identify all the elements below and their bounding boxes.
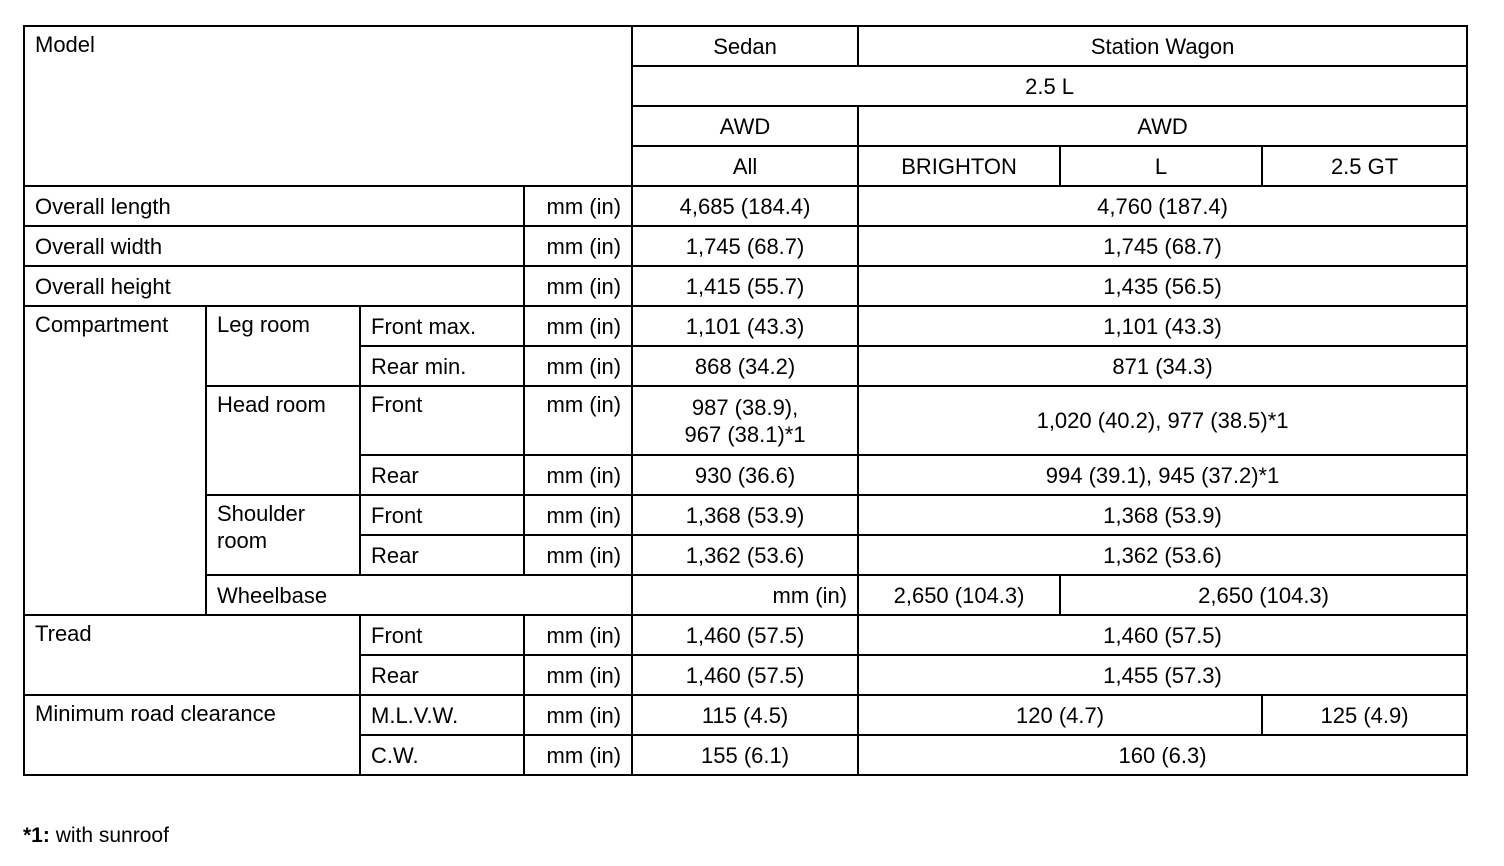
label-head-rear: Rear bbox=[360, 455, 524, 495]
value-wagon: 994 (39.1), 945 (37.2)*1 bbox=[858, 455, 1467, 495]
unit-cell: mm (in) bbox=[524, 346, 632, 386]
value-wagon: 4,760 (187.4) bbox=[858, 186, 1467, 226]
header-trim-gt: 2.5 GT bbox=[1262, 146, 1467, 186]
row-leg-front bbox=[24, 306, 1467, 346]
unit-cell: mm (in) bbox=[524, 535, 632, 575]
footnote-text: with sunroof bbox=[49, 824, 169, 847]
unit-cell: mm (in) bbox=[632, 575, 858, 615]
label-shoulder-rear: Rear bbox=[360, 535, 524, 575]
label-min-road-clearance: Minimum road clearance bbox=[24, 695, 360, 775]
row-overall-height bbox=[24, 266, 1467, 306]
footnote-marker: *1: bbox=[23, 824, 50, 847]
label-shoulder-line1: Shoulder bbox=[217, 501, 306, 526]
header-station-wagon: Station Wagon bbox=[858, 26, 1467, 66]
header-model: Model bbox=[24, 26, 632, 186]
label-tread-rear: Rear bbox=[360, 655, 524, 695]
header-trim-l: L bbox=[1060, 146, 1262, 186]
value-sedan-line1: 987 (38.9), bbox=[691, 394, 799, 420]
unit-cell: mm (in) bbox=[524, 226, 632, 266]
value-sedan: 1,362 (53.6) bbox=[632, 535, 858, 575]
header-row-body-type bbox=[24, 26, 1467, 66]
label-compartment: Compartment bbox=[24, 306, 206, 615]
label-overall-length: Overall length bbox=[24, 186, 524, 226]
unit-cell: mm (in) bbox=[524, 386, 632, 455]
label-leg-front: Front max. bbox=[360, 306, 524, 346]
label-cw: C.W. bbox=[360, 735, 524, 775]
unit-cell: mm (in) bbox=[524, 186, 632, 226]
row-overall-width bbox=[24, 226, 1467, 266]
label-leg-rear: Rear min. bbox=[360, 346, 524, 386]
label-wheelbase: Wheelbase bbox=[206, 575, 632, 615]
footnote bbox=[23, 824, 169, 848]
label-shoulder-line2: room bbox=[217, 528, 268, 553]
unit-cell: mm (in) bbox=[524, 735, 632, 775]
header-trim-brighton: BRIGHTON bbox=[858, 146, 1060, 186]
value-wagon-gt: 125 (4.9) bbox=[1262, 695, 1467, 735]
row-wheelbase bbox=[24, 575, 1467, 615]
value-sedan: 930 (36.6) bbox=[632, 455, 858, 495]
row-overall-length bbox=[24, 186, 1467, 226]
unit-cell: mm (in) bbox=[524, 266, 632, 306]
row-tread-front bbox=[24, 615, 1467, 655]
value-wagon: 1,362 (53.6) bbox=[858, 535, 1467, 575]
value-sedan: 1,460 (57.5) bbox=[632, 615, 858, 655]
value-wagon: 2,650 (104.3) bbox=[1060, 575, 1467, 615]
value-wagon: 1,435 (56.5) bbox=[858, 266, 1467, 306]
label-leg-room: Leg room bbox=[206, 306, 360, 386]
unit-cell: mm (in) bbox=[524, 455, 632, 495]
value-sedan: 155 (6.1) bbox=[632, 735, 858, 775]
value-wagon: 1,455 (57.3) bbox=[858, 655, 1467, 695]
value-sedan: 868 (34.2) bbox=[632, 346, 858, 386]
label-overall-height: Overall height bbox=[24, 266, 524, 306]
value-wagon: 1,745 (68.7) bbox=[858, 226, 1467, 266]
value-wagon-brighton-l: 120 (4.7) bbox=[858, 695, 1262, 735]
value-wagon: 1,460 (57.5) bbox=[858, 615, 1467, 655]
value-sedan: 115 (4.5) bbox=[632, 695, 858, 735]
value-sedan: 2,650 (104.3) bbox=[858, 575, 1060, 615]
unit-cell: mm (in) bbox=[524, 615, 632, 655]
header-sedan: Sedan bbox=[632, 26, 858, 66]
unit-cell: mm (in) bbox=[524, 306, 632, 346]
value-sedan: 1,101 (43.3) bbox=[632, 306, 858, 346]
value-sedan: 1,460 (57.5) bbox=[632, 655, 858, 695]
label-tread: Tread bbox=[24, 615, 360, 695]
label-mlvw: M.L.V.W. bbox=[360, 695, 524, 735]
unit-cell: mm (in) bbox=[524, 695, 632, 735]
value-sedan bbox=[632, 386, 858, 455]
unit-cell: mm (in) bbox=[524, 495, 632, 535]
label-overall-width: Overall width bbox=[24, 226, 524, 266]
value-wagon: 1,368 (53.9) bbox=[858, 495, 1467, 535]
row-shoulder-front bbox=[24, 495, 1467, 535]
row-head-front bbox=[24, 386, 1467, 455]
value-sedan: 1,368 (53.9) bbox=[632, 495, 858, 535]
row-clearance-mlvw bbox=[24, 695, 1467, 735]
label-shoulder-room bbox=[206, 495, 360, 575]
unit-cell: mm (in) bbox=[524, 655, 632, 695]
label-head-front: Front bbox=[360, 386, 524, 455]
value-wagon: 1,101 (43.3) bbox=[858, 306, 1467, 346]
header-engine: 2.5 L bbox=[632, 66, 1467, 106]
label-shoulder-front: Front bbox=[360, 495, 524, 535]
value-wagon: 160 (6.3) bbox=[858, 735, 1467, 775]
header-drive-sedan: AWD bbox=[632, 106, 858, 146]
value-sedan: 1,745 (68.7) bbox=[632, 226, 858, 266]
label-head-room: Head room bbox=[206, 386, 360, 495]
dimensions-spec-table bbox=[23, 25, 1468, 776]
value-sedan: 1,415 (55.7) bbox=[632, 266, 858, 306]
header-drive-wagon: AWD bbox=[858, 106, 1467, 146]
header-trim-all: All bbox=[632, 146, 858, 186]
value-wagon: 871 (34.3) bbox=[858, 346, 1467, 386]
value-wagon: 1,020 (40.2), 977 (38.5)*1 bbox=[858, 386, 1467, 455]
value-sedan: 4,685 (184.4) bbox=[632, 186, 858, 226]
value-sedan-line2: 967 (38.1)*1 bbox=[684, 421, 806, 447]
label-tread-front: Front bbox=[360, 615, 524, 655]
